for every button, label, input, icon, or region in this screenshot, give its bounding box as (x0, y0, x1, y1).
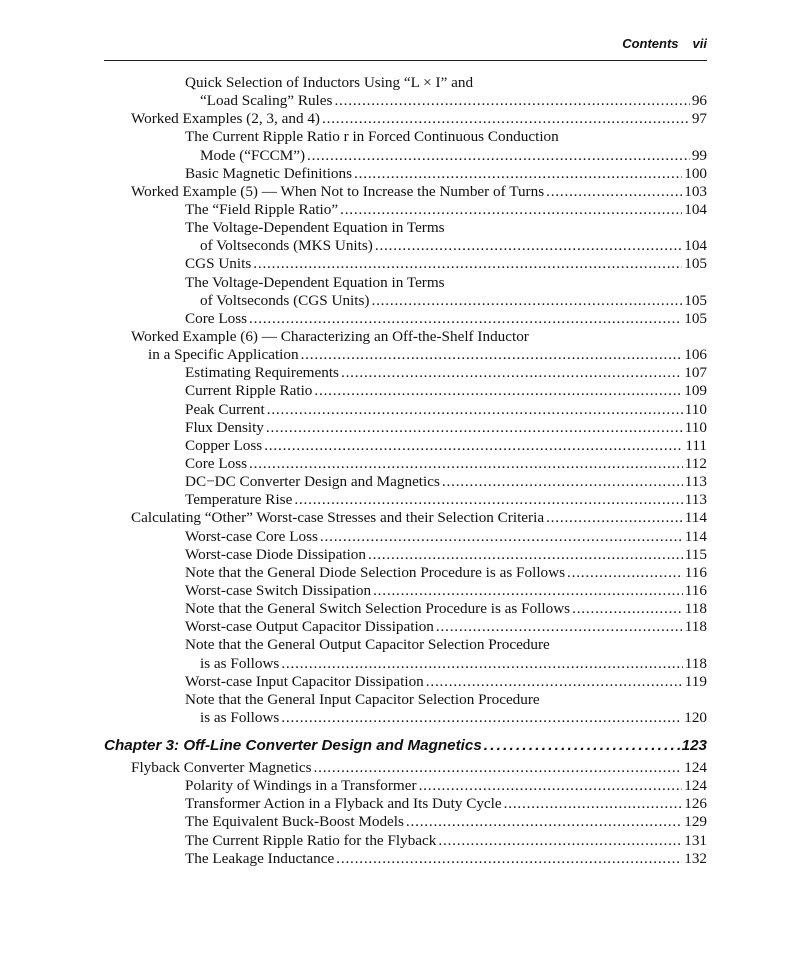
toc-page-number: 112 (684, 454, 707, 472)
toc-line (104, 165, 707, 183)
toc-entry (104, 618, 707, 636)
toc-entry (104, 528, 707, 546)
dot-leader (484, 735, 680, 757)
toc-line (104, 618, 707, 636)
toc-page-number: 105 (684, 255, 707, 273)
toc-page-number: 100 (684, 164, 707, 182)
toc-page-number: 118 (684, 600, 707, 618)
toc-line (104, 491, 707, 509)
toc-entry (104, 777, 707, 795)
toc-entry (104, 636, 707, 672)
toc-page-number: 99 (691, 146, 707, 164)
toc-entry (104, 401, 707, 419)
dot-leader (546, 509, 683, 527)
chapter-entry (104, 735, 707, 757)
toc-page-number: 114 (684, 527, 707, 545)
dot-leader (334, 92, 689, 110)
toc-page-number: 104 (684, 200, 707, 218)
toc-entry (104, 759, 707, 777)
toc-entry (104, 437, 707, 455)
dot-leader (406, 813, 682, 831)
toc-entry (104, 491, 707, 509)
toc-entry-title: Calculating “Other” Worst-case Stresses and their Selection Criteria (131, 509, 545, 527)
toc-entry-title: The Voltage-Dependent Equation in Terms (185, 219, 445, 237)
toc-line (104, 473, 707, 491)
toc-line (104, 528, 707, 546)
toc-entry-title: Note that the General Diode Selection Procedure is as Follows (185, 563, 566, 581)
toc-entry-title: Peak Current (185, 400, 265, 418)
toc-line (104, 832, 707, 850)
toc-entry-title: of Voltseconds (CGS Units) (200, 291, 370, 309)
toc-entry-title: Core Loss (185, 309, 248, 327)
dot-leader (419, 777, 683, 795)
dot-leader (426, 673, 683, 691)
dot-leader (442, 473, 683, 491)
toc-line (104, 401, 707, 419)
toc-line (104, 382, 707, 400)
toc-page-number: 120 (684, 708, 707, 726)
dot-leader (504, 795, 683, 813)
toc-page-number: 129 (684, 813, 707, 831)
toc-page-number: 131 (684, 831, 707, 849)
toc-page-number: 110 (684, 400, 707, 418)
toc-entry-title: Temperature Rise (185, 491, 293, 509)
dot-leader (340, 201, 682, 219)
toc-page-number: 115 (684, 545, 707, 563)
toc-line (104, 328, 707, 346)
toc-entry-title: “Load Scaling” Rules (200, 92, 333, 110)
toc-line (104, 582, 707, 600)
toc-entry-title: Quick Selection of Inductors Using “L × I” and (185, 74, 474, 91)
toc-page-number: 114 (684, 509, 707, 527)
dot-leader (266, 419, 683, 437)
toc-line (104, 813, 707, 831)
toc-entry-title: Worst-case Switch Dissipation (185, 581, 372, 599)
toc-entry (104, 274, 707, 310)
toc-entry-title: of Voltseconds (MKS Units) (200, 237, 373, 255)
toc-entry-title: The Equivalent Buck-Boost Models (185, 813, 404, 831)
toc-page-number: 118 (684, 654, 707, 672)
toc-page-number: 104 (684, 237, 707, 255)
toc-entry (104, 564, 707, 582)
dot-leader (375, 237, 682, 255)
toc-line (104, 777, 707, 795)
dot-leader (368, 546, 683, 564)
toc-entry-title: The “Field Ripple Ratio” (185, 200, 339, 218)
dot-leader (314, 759, 683, 777)
toc-line (104, 74, 707, 92)
toc-page-number: 132 (684, 849, 707, 867)
toc-entry (104, 691, 707, 727)
dot-leader (371, 292, 682, 310)
toc-line (104, 850, 707, 868)
dot-leader (336, 850, 682, 868)
dot-leader (249, 455, 683, 473)
toc-entry (104, 310, 707, 328)
dot-leader (253, 255, 682, 273)
dot-leader (281, 709, 682, 727)
running-header-section: Contents (622, 36, 679, 51)
toc-entry-title: Current Ripple Ratio (185, 382, 313, 400)
toc-entry-title: Worked Examples (2, 3, and 4) (131, 110, 320, 128)
toc-page-number: 119 (684, 672, 707, 690)
toc-line (104, 795, 707, 813)
toc-page-number: 107 (684, 364, 707, 382)
toc-line (104, 201, 707, 219)
toc-entry-title: Estimating Requirements (185, 364, 339, 382)
dot-leader (314, 382, 682, 400)
toc-line (104, 219, 707, 237)
toc-line (104, 735, 707, 757)
toc-line (104, 128, 707, 146)
toc-entry (104, 582, 707, 600)
chapter-title: Chapter 3: Off-Line Converter Design and Magnetics (104, 737, 482, 755)
toc-entry-title: The Current Ripple Ratio r in Forced Continuous Conduction (185, 128, 559, 146)
dot-leader (294, 491, 682, 509)
toc-entry (104, 328, 707, 364)
toc-entry (104, 364, 707, 382)
toc-line (104, 92, 707, 110)
toc-entry (104, 201, 707, 219)
dot-leader (546, 183, 682, 201)
toc-line (104, 636, 707, 654)
toc-entry-title: is as Follows (200, 654, 280, 672)
dot-leader (320, 528, 683, 546)
toc-page-number: 105 (684, 309, 707, 327)
toc-entry (104, 382, 707, 400)
toc-page-number: 96 (691, 92, 707, 110)
toc-line (104, 274, 707, 292)
toc-page-number: 113 (684, 491, 707, 509)
toc-entry (104, 219, 707, 255)
toc-page-number: 109 (684, 382, 707, 400)
page-number: vii (692, 36, 707, 51)
toc-entry-title: Worst-case Output Capacitor Dissipation (185, 618, 434, 636)
toc-line (104, 364, 707, 382)
toc-entry-title: Note that the General Switch Selection Procedure is as Follows (185, 600, 571, 618)
toc-entry-title: Note that the General Output Capacitor Selection Procedure (185, 636, 550, 654)
table-of-contents (104, 74, 707, 868)
toc-entry (104, 795, 707, 813)
toc-entry-title: Flyback Converter Magnetics (131, 759, 312, 777)
toc-entry-title: Worst-case Core Loss (185, 527, 318, 545)
dot-leader (341, 364, 682, 382)
toc-entry (104, 183, 707, 201)
toc-line (104, 691, 707, 709)
toc-entry-title: The Current Ripple Ratio for the Flyback (185, 831, 437, 849)
toc-entry-title: Worked Example (5) — When Not to Increase the Number of Turns (131, 182, 545, 200)
toc-line (104, 655, 707, 673)
toc-entry (104, 419, 707, 437)
toc-entry (104, 509, 707, 527)
dot-leader (567, 564, 683, 582)
toc-entry (104, 128, 707, 164)
toc-entry (104, 110, 707, 128)
running-header (104, 36, 707, 61)
toc-entry (104, 165, 707, 183)
toc-page-number: 111 (685, 436, 707, 454)
dot-leader (281, 655, 682, 673)
toc-line (104, 437, 707, 455)
toc-page-number: 123 (681, 737, 707, 755)
toc-entry (104, 455, 707, 473)
toc-line (104, 564, 707, 582)
toc-entry-title: Worst-case Input Capacitor Dissipation (185, 672, 424, 690)
toc-line (104, 110, 707, 128)
dot-leader (572, 600, 683, 618)
toc-entry (104, 473, 707, 491)
toc-page-number: 126 (684, 795, 707, 813)
dot-leader (322, 110, 690, 128)
toc-page-number: 103 (684, 182, 707, 200)
toc-entry (104, 255, 707, 273)
toc-entry-title: The Leakage Inductance (185, 849, 335, 867)
toc-entry-title: The Voltage-Dependent Equation in Terms (185, 273, 445, 291)
toc-page-number: 110 (684, 418, 707, 436)
toc-page-number: 97 (691, 110, 707, 128)
dot-leader (307, 147, 690, 165)
toc-line (104, 709, 707, 727)
toc-entry-title: DC−DC Converter Design and Magnetics (185, 473, 440, 491)
toc-entry (104, 600, 707, 618)
toc-entry (104, 813, 707, 831)
dot-leader (354, 165, 682, 183)
dot-leader (373, 582, 683, 600)
toc-page-number: 113 (684, 473, 707, 491)
toc-line (104, 546, 707, 564)
toc-line (104, 310, 707, 328)
toc-page-number: 105 (684, 291, 707, 309)
dot-leader (264, 437, 683, 455)
toc-entry-title: CGS Units (185, 255, 252, 273)
toc-line (104, 237, 707, 255)
toc-line (104, 600, 707, 618)
toc-entry-title: Transformer Action in a Flyback and Its Duty Cycle (185, 795, 502, 813)
toc-entry-title: Polarity of Windings in a Transformer (185, 777, 417, 795)
toc-line (104, 455, 707, 473)
dot-leader (436, 618, 683, 636)
toc-line (104, 255, 707, 273)
dot-leader (249, 310, 682, 328)
toc-entry (104, 673, 707, 691)
toc-entry-title: Worst-case Diode Dissipation (185, 545, 366, 563)
toc-line (104, 759, 707, 777)
toc-entry-title: Note that the General Input Capacitor Selection Procedure (185, 690, 540, 708)
toc-entry-title: in a Specific Application (148, 346, 299, 364)
toc-entry-title: Mode (“FCCM”) (200, 146, 306, 164)
toc-entry (104, 850, 707, 868)
toc-entry-title: Flux Density (185, 418, 264, 436)
toc-line (104, 673, 707, 691)
toc-line (104, 147, 707, 165)
toc-line (104, 419, 707, 437)
toc-entry (104, 546, 707, 564)
toc-line (104, 183, 707, 201)
toc-line (104, 292, 707, 310)
toc-entry-title: Basic Magnetic Definitions (185, 164, 353, 182)
toc-entry-title: Core Loss (185, 454, 248, 472)
toc-page-number: 124 (684, 759, 707, 777)
dot-leader (301, 346, 683, 364)
dot-leader (267, 401, 683, 419)
toc-page-number: 116 (684, 563, 707, 581)
toc-entry-title: is as Follows (200, 708, 280, 726)
toc-line (104, 346, 707, 364)
toc-page-number: 106 (684, 346, 707, 364)
toc-entry-title: Copper Loss (185, 436, 263, 454)
toc-page-number: 116 (684, 581, 707, 599)
toc-line (104, 509, 707, 527)
dot-leader (438, 832, 682, 850)
toc-entry (104, 74, 707, 110)
toc-page-number: 118 (684, 618, 707, 636)
toc-entry (104, 832, 707, 850)
toc-entry-title: Worked Example (6) — Characterizing an Off-the-Shelf Inductor (131, 327, 529, 345)
toc-page-number: 124 (684, 777, 707, 795)
